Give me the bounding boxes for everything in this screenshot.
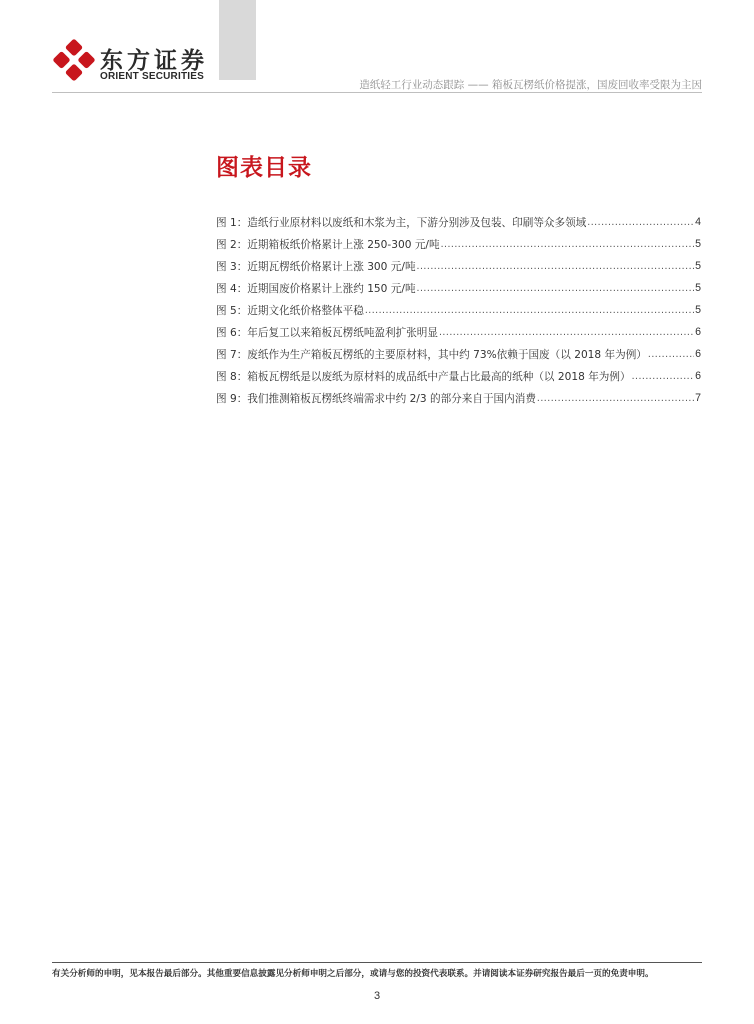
toc-entry-label: 图 4：近期国废价格累计上涨约 150 元/吨 xyxy=(216,282,416,295)
dot-leader xyxy=(648,348,694,360)
toc-entry-page: 5 xyxy=(695,238,701,250)
dot-leader xyxy=(441,238,695,250)
toc-entry-1[interactable] xyxy=(216,211,701,233)
toc-title: 图表目录 xyxy=(216,155,312,181)
logo-mark-icon xyxy=(52,38,96,82)
toc-entry-label: 图 8：箱板瓦楞纸是以废纸为原材料的成品纸中产量占比最高的纸种（以 2018 年为例） xyxy=(216,370,631,383)
toc-entry-label: 图 1：造纸行业原材料以废纸和木浆为主，下游分别涉及包装、印刷等众多领域 xyxy=(216,216,587,229)
toc-entry-page: 5 xyxy=(695,304,701,316)
toc-entry-9[interactable] xyxy=(216,387,701,409)
toc-entry-3[interactable] xyxy=(216,255,701,277)
toc-entry-label: 图 7：废纸作为生产箱板瓦楞纸的主要原材料，其中约 73%依赖于国废（以 2018 年为例） xyxy=(216,348,647,361)
orient-securities-logo xyxy=(52,38,212,88)
header-decoration-tab xyxy=(219,0,256,80)
toc-entry-2[interactable] xyxy=(216,233,701,255)
toc-entry-6[interactable] xyxy=(216,321,701,343)
footer-divider xyxy=(52,962,702,963)
toc-entry-page: 5 xyxy=(695,260,701,272)
footer-disclaimer: 有关分析师的申明，见本报告最后部分。其他重要信息披露见分析师申明之后部分，或请与您的投资代表联系。并请阅读本证券研究报告最后一页的免责申明。 xyxy=(52,969,654,979)
dot-leader xyxy=(417,260,695,272)
toc-entry-7[interactable] xyxy=(216,343,701,365)
dot-leader xyxy=(537,392,694,404)
toc-entry-page: 7 xyxy=(695,392,701,404)
toc-entry-page: 6 xyxy=(695,348,701,360)
toc-entry-page: 6 xyxy=(695,370,701,382)
page-number: 3 xyxy=(373,990,381,1002)
toc-entry-page: 5 xyxy=(695,282,701,294)
toc-entry-4[interactable] xyxy=(216,277,701,299)
toc-entry-label: 图 5：近期文化纸价格整体平稳 xyxy=(216,304,364,317)
brand-name-cn: 东方证券 xyxy=(100,48,208,74)
header-divider xyxy=(52,92,702,93)
toc-entry-label: 图 6：年后复工以来箱板瓦楞纸吨盈利扩张明显 xyxy=(216,326,438,339)
dot-leader xyxy=(632,370,695,382)
report-title: 造纸轻工行业动态跟踪 —— 箱板瓦楞纸价格提涨，国废回收率受限为主因 xyxy=(359,79,702,91)
brand-name-en: ORIENT SECURITIES xyxy=(100,71,204,82)
toc-entry-page: 4 xyxy=(695,216,701,228)
toc-entry-5[interactable] xyxy=(216,299,701,321)
dot-leader xyxy=(365,304,694,316)
toc-entry-8[interactable] xyxy=(216,365,701,387)
toc-list xyxy=(216,211,701,409)
toc-entry-page: 6 xyxy=(695,326,701,338)
dot-leader xyxy=(587,216,694,228)
dot-leader xyxy=(439,326,694,338)
toc-entry-label: 图 2：近期箱板纸价格累计上涨 250-300 元/吨 xyxy=(216,238,440,251)
toc-entry-label: 图 9：我们推测箱板瓦楞纸终端需求中约 2/3 的部分来自于国内消费 xyxy=(216,392,536,405)
dot-leader xyxy=(417,282,695,294)
toc-entry-label: 图 3：近期瓦楞纸价格累计上涨 300 元/吨 xyxy=(216,260,416,273)
